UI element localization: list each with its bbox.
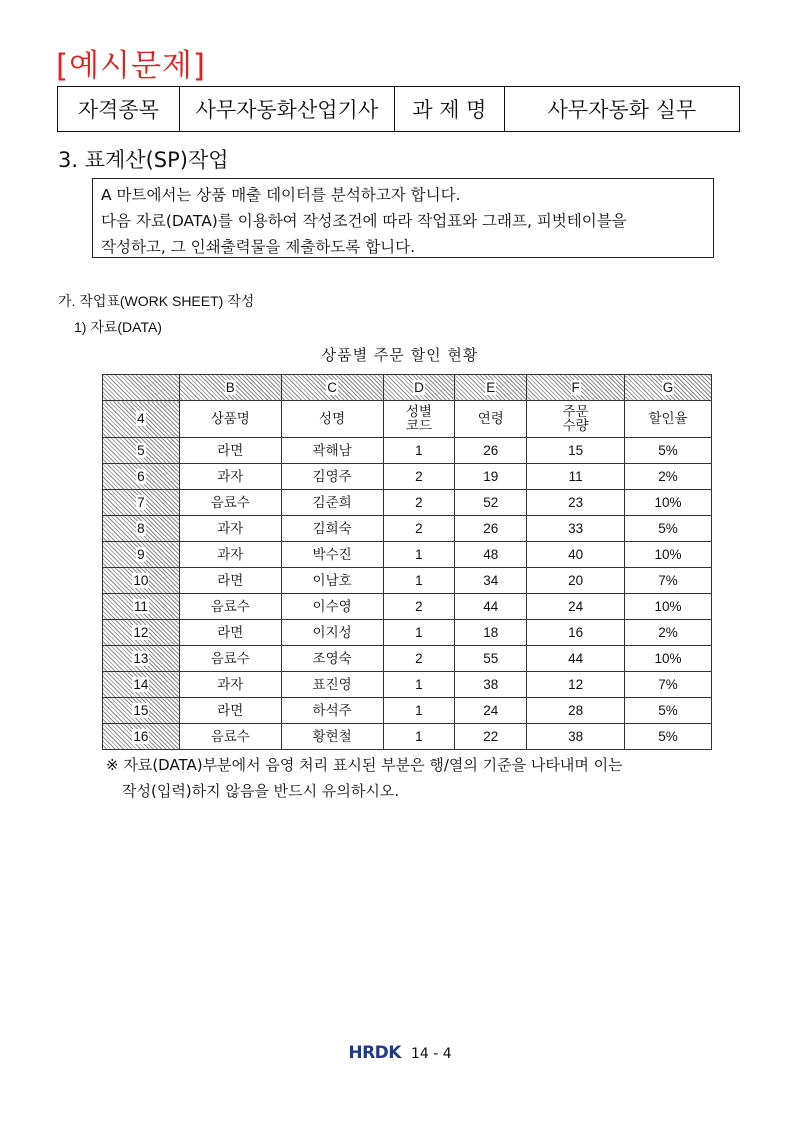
subheading-data: 1) 자료(DATA)	[74, 319, 162, 335]
header-cell	[455, 401, 527, 438]
data-cell-text: 11	[568, 468, 583, 484]
data-cell-text: 박수진	[312, 546, 352, 562]
data-cell-text: 34	[483, 572, 499, 588]
data-cell	[383, 542, 455, 568]
data-cell-text: 하석주	[312, 702, 352, 718]
data-cell-text: 조영숙	[312, 650, 352, 666]
data-cell	[625, 698, 712, 724]
subheading-worksheet: 가. 작업표(WORK SHEET) 작성	[58, 293, 255, 309]
data-cell-text: 15	[568, 442, 584, 458]
data-cell-text: 1	[415, 572, 423, 588]
header-cell-text: 상품명	[210, 411, 250, 426]
data-cell	[455, 724, 527, 750]
data-cell	[179, 568, 281, 594]
table-row	[103, 646, 712, 672]
page-title: [예시문제]	[56, 48, 206, 84]
data-cell-text: 40	[568, 546, 584, 562]
row-number-text: 11	[133, 598, 148, 614]
column-letter	[527, 375, 625, 401]
row-number	[103, 464, 180, 490]
data-cell	[281, 438, 383, 464]
data-cell	[383, 568, 455, 594]
table-row	[103, 620, 712, 646]
row-number-text: 13	[133, 650, 149, 666]
data-cell	[281, 672, 383, 698]
row-number-text: 9	[137, 546, 145, 562]
column-letter	[625, 375, 712, 401]
data-cell	[527, 620, 625, 646]
corner-cell	[103, 375, 180, 401]
data-cell-text: 5%	[658, 702, 678, 718]
data-cell-text: 24	[483, 702, 499, 718]
data-cell-text: 23	[568, 494, 584, 510]
column-letter	[281, 375, 383, 401]
row-number	[103, 516, 180, 542]
data-cell	[625, 464, 712, 490]
data-cell	[281, 594, 383, 620]
data-cell-text: 7%	[658, 676, 678, 692]
data-cell-text: 이지성	[312, 624, 352, 640]
instruction-line-3: 작성하고, 그 인쇄출력물을 제출하도록 합니다.	[101, 238, 416, 256]
data-cell	[179, 490, 281, 516]
data-cell-text: 10%	[654, 598, 682, 614]
column-letter-text: F	[571, 379, 580, 395]
row-number	[103, 490, 180, 516]
data-cell-text: 7%	[658, 572, 678, 588]
table-row	[103, 698, 712, 724]
data-cell-text: 10%	[654, 650, 682, 666]
data-cell-text: 38	[483, 676, 499, 692]
row-number-text: 6	[137, 468, 145, 484]
data-cell-text: 과자	[217, 546, 244, 562]
data-cell	[281, 464, 383, 490]
data-cell	[281, 490, 383, 516]
data-cell-text: 라면	[217, 442, 244, 458]
data-cell-text: 음료수	[210, 494, 250, 510]
row-number-text: 5	[137, 442, 145, 458]
data-cell-text: 김영주	[312, 468, 352, 484]
data-cell-text: 음료수	[210, 598, 250, 614]
data-cell-text: 22	[483, 728, 499, 744]
data-cell	[179, 594, 281, 620]
data-cell	[455, 594, 527, 620]
data-cell	[383, 464, 455, 490]
shading-note-line-1: ※ 자료(DATA)부분에서 음영 처리 표시된 부분은 행/열의 기준을 나타내며 이는	[106, 756, 623, 774]
data-cell-text: 28	[568, 702, 584, 718]
table-caption: 상품별 주문 할인 현황	[321, 346, 479, 364]
data-cell-text: 26	[483, 520, 499, 536]
header-cell	[625, 401, 712, 438]
data-cell-text: 이남호	[312, 572, 352, 588]
data-cell-text: 16	[568, 624, 584, 640]
data-cell	[625, 672, 712, 698]
data-cell-text: 음료수	[210, 728, 250, 744]
table-row	[103, 672, 712, 698]
table-row	[103, 568, 712, 594]
data-cell	[455, 464, 527, 490]
data-cell	[383, 620, 455, 646]
data-cell-text: 26	[483, 442, 499, 458]
row-number-text: 14	[133, 676, 149, 692]
instruction-line-2: 다음 자료(DATA)를 이용하여 작성조건에 따라 작업표와 그래프, 피벗테이블을	[101, 212, 627, 230]
row-number-text: 10	[133, 572, 149, 588]
data-cell	[455, 490, 527, 516]
data-cell-text: 라면	[217, 624, 244, 640]
table-row	[103, 516, 712, 542]
data-cell	[455, 620, 527, 646]
data-cell-text: 48	[483, 546, 499, 562]
header-cell	[281, 401, 383, 438]
data-cell	[527, 724, 625, 750]
data-cell	[281, 698, 383, 724]
data-cell	[625, 490, 712, 516]
data-cell	[383, 516, 455, 542]
data-cell-text: 황현철	[312, 728, 352, 744]
data-cell-text: 1	[415, 676, 423, 692]
exam-info-table	[57, 86, 740, 132]
data-cell-text: 10%	[654, 546, 682, 562]
data-cell-text: 1	[415, 702, 423, 718]
table-row	[103, 464, 712, 490]
task-name-value: 사무자동화 실무	[547, 98, 697, 122]
data-cell	[455, 698, 527, 724]
table-row	[103, 542, 712, 568]
column-letter-text: E	[486, 379, 496, 395]
data-cell-text: 1	[415, 728, 423, 744]
data-cell	[179, 438, 281, 464]
data-cell-text: 55	[483, 650, 499, 666]
data-cell	[625, 516, 712, 542]
data-cell	[455, 568, 527, 594]
data-cell-text: 10%	[654, 494, 682, 510]
data-cell	[281, 568, 383, 594]
data-cell	[527, 672, 625, 698]
data-cell	[527, 646, 625, 672]
data-cell-text: 12	[568, 676, 584, 692]
data-cell	[455, 438, 527, 464]
data-cell	[281, 516, 383, 542]
header-cell	[527, 401, 625, 438]
data-cell	[625, 620, 712, 646]
data-cell	[455, 516, 527, 542]
column-letter	[455, 375, 527, 401]
column-letter-text: G	[662, 379, 674, 395]
header-cell-text: 할인율	[648, 411, 688, 426]
data-cell	[625, 594, 712, 620]
data-cell-text: 음료수	[210, 650, 250, 666]
shading-note-line-2: 작성(입력)하지 않음을 반드시 유의하시오.	[122, 782, 400, 800]
data-cell	[383, 646, 455, 672]
data-cell	[455, 646, 527, 672]
row-number-text: 7	[137, 494, 145, 510]
data-cell	[625, 438, 712, 464]
column-letter-text: C	[327, 379, 337, 395]
data-cell-text: 이수영	[312, 598, 352, 614]
data-cell-text: 2	[415, 650, 423, 666]
data-cell-text: 24	[568, 598, 584, 614]
data-cell-text: 38	[568, 728, 584, 744]
data-cell-text: 2%	[658, 468, 678, 484]
data-cell-text: 5%	[658, 728, 678, 744]
data-cell	[281, 620, 383, 646]
section-title: 3. 표계산(SP)작업	[58, 148, 229, 172]
row-number	[103, 724, 180, 750]
data-cell	[383, 672, 455, 698]
data-cell-text: 20	[568, 572, 584, 588]
data-cell-text: 과자	[217, 676, 244, 692]
data-cell-text: 과자	[217, 468, 244, 484]
row-number-text: 4	[137, 411, 145, 426]
data-cell	[625, 724, 712, 750]
exam-subject-value: 사무자동화산업기사	[180, 87, 395, 131]
shading-note	[106, 752, 716, 804]
data-cell-text: 과자	[217, 520, 244, 536]
data-cell-text: 라면	[217, 572, 244, 588]
row-number	[103, 568, 180, 594]
data-cell	[527, 438, 625, 464]
data-cell	[527, 698, 625, 724]
data-cell	[179, 724, 281, 750]
data-cell	[527, 516, 625, 542]
header-row	[103, 401, 712, 438]
data-cell-text: 곽해남	[312, 442, 352, 458]
header-cell-text: 주문 수량	[562, 404, 589, 433]
table-row	[103, 490, 712, 516]
row-number	[103, 542, 180, 568]
data-cell	[281, 542, 383, 568]
data-cell	[383, 698, 455, 724]
data-cell-text: 김희숙	[312, 520, 352, 536]
data-cell	[179, 516, 281, 542]
data-cell	[179, 672, 281, 698]
data-cell-text: 44	[568, 650, 584, 666]
table-row	[103, 438, 712, 464]
table-row	[103, 724, 712, 750]
data-cell-text: 2	[415, 468, 423, 484]
data-cell	[383, 594, 455, 620]
data-cell-text: 52	[483, 494, 499, 510]
header-cell	[179, 401, 281, 438]
data-cell	[179, 620, 281, 646]
data-cell	[527, 464, 625, 490]
data-cell-text: 5%	[658, 442, 678, 458]
instruction-line-1: A 마트에서는 상품 매출 데이터를 분석하고자 합니다.	[101, 186, 461, 204]
data-cell	[281, 646, 383, 672]
data-cell	[625, 646, 712, 672]
data-cell	[625, 542, 712, 568]
header-cell-text: 성별 코드	[405, 404, 432, 433]
data-cell-text: 2	[415, 598, 423, 614]
data-cell	[179, 646, 281, 672]
data-cell	[179, 464, 281, 490]
data-cell	[383, 490, 455, 516]
data-cell	[455, 672, 527, 698]
data-cell-text: 5%	[658, 520, 678, 536]
task-name-label: 과 제 명	[395, 87, 505, 131]
hrdk-logo: HRDK	[348, 1043, 401, 1063]
data-cell-text: 44	[483, 598, 499, 614]
row-number	[103, 698, 180, 724]
data-cell	[179, 542, 281, 568]
instruction-box	[92, 178, 714, 258]
column-letter-text: D	[414, 379, 424, 395]
row-number	[103, 646, 180, 672]
data-cell-text: 라면	[217, 702, 244, 718]
data-cell	[281, 724, 383, 750]
data-cell-text: 1	[415, 442, 423, 458]
column-letter-text: B	[225, 379, 235, 395]
page-number: 14 - 4	[410, 1046, 452, 1062]
data-cell	[455, 542, 527, 568]
header-cell-text: 연령	[477, 411, 504, 426]
data-cell	[383, 724, 455, 750]
page-footer	[0, 1043, 800, 1063]
row-number	[103, 438, 180, 464]
row-number	[103, 672, 180, 698]
column-letter	[383, 375, 455, 401]
data-cell-text: 2%	[658, 624, 678, 640]
data-cell-text: 2	[415, 494, 423, 510]
row-number	[103, 401, 180, 438]
data-cell-text: 김준희	[312, 494, 352, 510]
data-cell-text: 표진영	[312, 676, 352, 692]
row-number-text: 12	[133, 624, 149, 640]
data-cell	[625, 568, 712, 594]
data-cell	[527, 594, 625, 620]
row-number	[103, 594, 180, 620]
data-cell	[527, 542, 625, 568]
data-cell-text: 18	[483, 624, 499, 640]
row-number-text: 15	[133, 702, 149, 718]
data-table	[102, 374, 712, 750]
data-cell	[527, 490, 625, 516]
data-cell	[179, 698, 281, 724]
table-row	[103, 594, 712, 620]
data-cell-text: 1	[415, 624, 423, 640]
exam-subject-label: 자격종목	[58, 87, 180, 131]
data-cell	[527, 568, 625, 594]
column-letter-row	[103, 375, 712, 401]
data-cell	[383, 438, 455, 464]
header-cell	[383, 401, 455, 438]
data-cell-text: 1	[415, 546, 423, 562]
data-cell-text: 33	[568, 520, 584, 536]
data-cell-text: 19	[483, 468, 499, 484]
column-letter	[179, 375, 281, 401]
row-number-text: 16	[133, 728, 149, 744]
data-cell-text: 2	[415, 520, 423, 536]
header-cell-text: 성명	[319, 411, 346, 426]
row-number-text: 8	[137, 520, 145, 536]
row-number	[103, 620, 180, 646]
